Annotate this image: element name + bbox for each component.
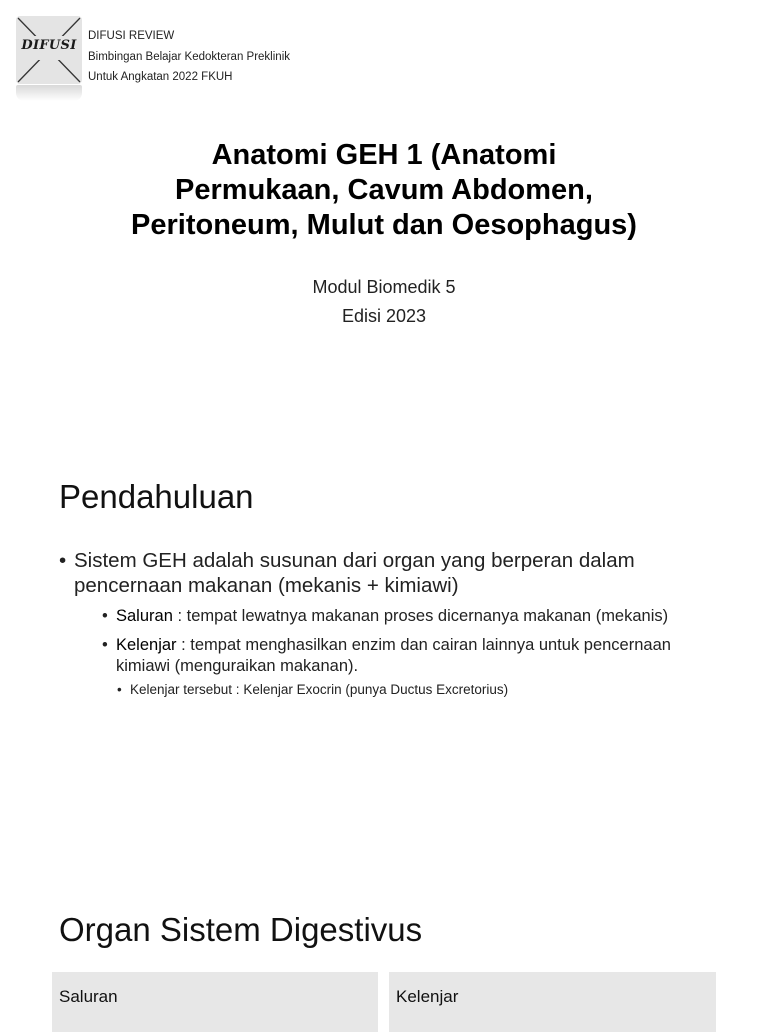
header-brand: DIFUSI REVIEW <box>88 30 175 42</box>
bullet-kelenjar-exocrin: • Kelenjar tersebut : Kelenjar Exocrin (punya Ductus Excretorius) <box>117 681 719 699</box>
column-header-saluran: Saluran <box>52 972 378 1032</box>
module-name: Modul Biomedik 5 <box>312 277 456 297</box>
edition: Edisi 2023 <box>341 306 427 326</box>
logo-reflection <box>16 85 82 101</box>
bullet-kelenjar <box>102 635 719 677</box>
difusi-logo <box>16 16 82 84</box>
subtitle <box>84 273 684 331</box>
pendahuluan-bullets <box>59 548 719 699</box>
header <box>16 16 756 106</box>
header-tagline: Bimbingan Belajar Kedokteran Preklinik <box>88 50 290 63</box>
title-line-2: Permukaan, Cavum Abdomen, <box>175 174 593 206</box>
header-cohort: Untuk Angkatan 2022 FKUH <box>88 71 233 83</box>
bullet-saluran <box>102 606 719 627</box>
kelenjar-term: Kelenjar <box>116 636 177 654</box>
section-heading-pendahuluan: Pendahuluan <box>59 478 254 515</box>
page-title <box>84 138 684 243</box>
logo-text: DIFUSI <box>21 38 77 53</box>
kelenjar-description: : tempat menghasilkan enzim dan cairan lainnya untuk pencernaan kimiawi (menguraikan makanan). <box>116 636 671 675</box>
saluran-term: Saluran <box>116 607 173 625</box>
bullet-geh-definition: • Sistem GEH adalah susunan dari organ yang berperan dalam pencernaan makanan (mekanis + kimiawi) <box>59 548 719 598</box>
column-header-kelenjar: Kelenjar <box>389 972 716 1032</box>
title-line-3: Peritoneum, Mulut dan Oesophagus) <box>131 209 637 241</box>
title-line-1: Anatomi GEH 1 (Anatomi <box>211 139 557 171</box>
section-heading-organ: Organ Sistem Digestivus <box>59 911 423 948</box>
saluran-description: : tempat lewatnya makanan proses dicernanya makanan (mekanis) <box>172 607 669 625</box>
header-text-block <box>88 26 290 88</box>
